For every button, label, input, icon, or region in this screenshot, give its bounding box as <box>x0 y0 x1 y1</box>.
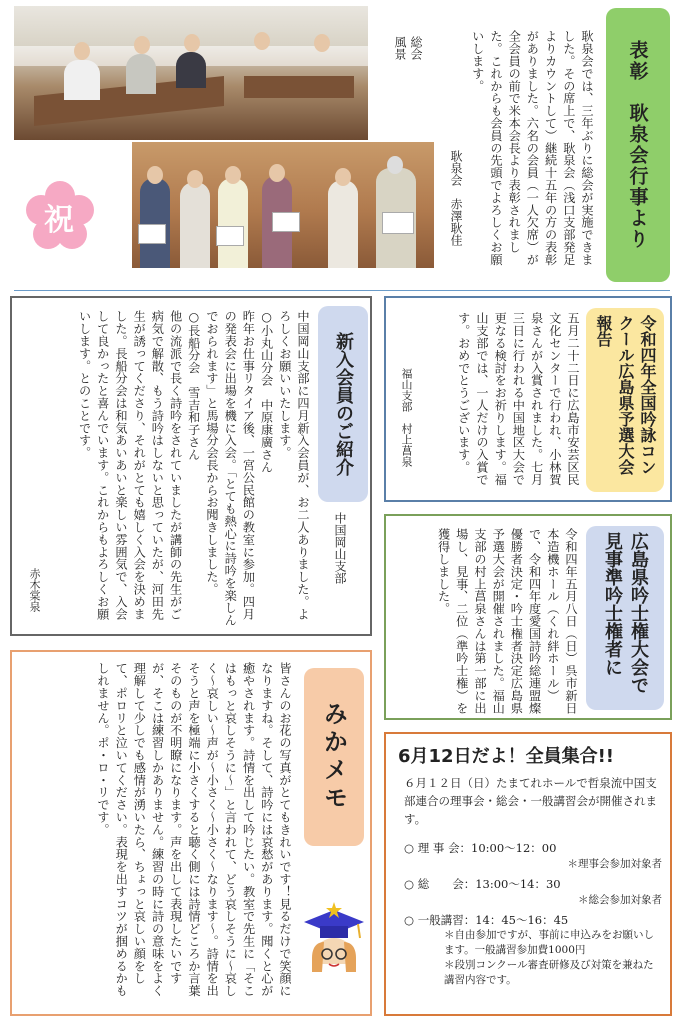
new-members-intro: 中国岡山支部に四月新入会員が、お二人ありました。よろしくお願いいたします。 <box>277 310 310 620</box>
photo-caption-text: 総会 風景 <box>393 36 423 60</box>
award-signature-text: 耿泉会 赤澤耿佳 <box>449 150 463 246</box>
award-heading: 表彰 耿泉会行事より <box>626 40 649 250</box>
award-article-text: 耿泉会では、三年ぶりに総会が実施できました。その席上で、耿泉会（浅口支部発足よりカウントして）継続十五年の方の表彰がありました。六名の会員（一人欠席）が全会員の前で米本会長より表彰されました。これからも会員の先頭でよろしくお願いします。 <box>470 30 594 266</box>
new-members-sub-text: 中国岡山支部 <box>333 512 347 584</box>
notice-intro: ６月１２日（日）たまてれホールで哲泉流中国支部連合の理事会・総会・一般講習会が開催されます。 <box>404 776 657 826</box>
schedule-item <box>404 840 662 872</box>
mikamemo-frame <box>10 650 372 1016</box>
iwai-character: 祝 <box>44 203 74 238</box>
schedule-label: ○ 総 会：13:00〜14：30 <box>404 877 561 891</box>
schedule-note: ＊総会参加対象者 <box>578 894 662 906</box>
mikamemo-heading-badge <box>304 668 364 846</box>
contest1-heading-badge <box>586 308 664 492</box>
schedule-label: ○ 一般講習：14：45〜16：45 <box>404 913 569 927</box>
new-members-heading-badge <box>318 306 368 502</box>
mikamemo-text: 皆さんのお花の写真がとてもきれいです！見るだけで笑顔になりますね。そして、詩吟には哀愁があります。聞くと心が癒やされます。詩情を出して吟じたい。教室で先生に「そこはもっと哀しそうに〜」と言われて、どう哀しそうに〜哀しく〜哀しい〜声が〜小さく〜小さく〜なります〜。詩情を出そうと声を極端に小さくすると聴く側には詩情どころか言葉そのものが不明瞭になります。声を出して表現したいですが、そこは練習しかありません。練習の時に詩の意味をよく理解して少しでも感情が湧いたら、ちょっと哀しい顔をして、ポロリと泣いてください。表現を出すコツが掴めるかもしれません。ポ・ロ・リです。 <box>95 662 292 997</box>
photo-caption <box>392 36 424 96</box>
member-2-name: ○長船分会 雪吉和子さん <box>186 310 201 461</box>
notice-note: ＊段別コンクール審査研修及び対策を兼ねた講習内容です。 <box>444 959 654 986</box>
general-meeting-photo <box>14 6 368 140</box>
contest1-heading: 令和四年全国吟詠コンクール広島県予選大会報告 <box>594 315 657 475</box>
new-members-frame <box>10 296 372 636</box>
mikamemo-heading: みかメモ <box>319 701 348 813</box>
notice-schedule <box>404 840 662 988</box>
award-article-body <box>462 30 596 270</box>
new-members-body <box>26 310 312 628</box>
award-photo <box>132 142 434 268</box>
new-members-signature-text: 赤木棠泉 <box>28 568 41 612</box>
schedule-item <box>404 876 662 908</box>
contest1-signature-text: 福山支部 村上菖泉 <box>400 368 413 467</box>
contest1-text: 五月二十二日に広島市安芸区民文化センターで行われ、小林賀泉さんが入賞されました。七月三日に行われる中国地区大会で更なる検討をお祈りします。福山支部では、一人だけの入賞です。おめでとうございます。 <box>456 312 580 486</box>
schedule-label: ○ 理 事 会：10:00〜12：00 <box>404 841 557 855</box>
new-members-sub <box>332 512 349 622</box>
contest2-frame <box>384 514 672 720</box>
member-2-desc: 他の流派で長く詩吟をされていましたが講師の先生がご病気で解散、もう詩吟はしないと思っていたが、河田先生が誘ってくださり、それがとても嬉しく入会を決めました。長船分会は和気あいあいと楽しい雰囲気で、入会して良かったと喜んでいます。これからもよろしくお願いします。とのことです。 <box>77 310 183 620</box>
award-signature <box>448 150 465 270</box>
contest1-signature <box>398 368 414 492</box>
new-members-heading: 新入会員のご紹介 <box>333 332 354 476</box>
contest2-heading: 広島県吟士権大会で見事準吟士権者に <box>602 532 649 694</box>
contest2-text: 令和四年五月八日（日）呉市新日本造機ホール（くれ絆ホール）で、令和四年度愛国詩吟総連盟燦優勝者決定・吟士権者決定広島県予選大会が開催されました。福山支部の村上菖泉さんは第一部に出場し、見事、二位（準吟士権）を獲得しました。 <box>436 528 578 714</box>
award-heading-badge <box>606 8 670 282</box>
member-1-desc: 昨年お仕事リタイア後、一宮公民館の教室に参加。四月の発表会に出場を機に入会。「とても熱心に詩吟を楽しんでおられます」と馬場分会長からお聞きしました。 <box>204 310 256 627</box>
contest1-frame <box>384 296 672 502</box>
contest1-body <box>422 312 582 496</box>
top-divider <box>14 290 670 291</box>
contest2-heading-badge <box>586 526 664 710</box>
notice-heading: 6月12日だよ！全員集合!! <box>398 746 614 767</box>
graduate-character-icon <box>298 898 370 978</box>
member-1-name: ○小丸山分会 中原康廣さん <box>259 310 274 473</box>
notice-note: ＊自由参加ですが、事前に申込みをお願いします。一般講習参加費1000円 <box>444 929 654 956</box>
contest2-body <box>412 528 580 714</box>
mikamemo-body <box>26 662 294 1006</box>
new-members-signature <box>26 568 42 624</box>
notice-frame <box>384 732 672 1016</box>
schedule-note: ＊理事会参加対象者 <box>567 858 662 870</box>
schedule-item <box>404 912 662 928</box>
cherry-blossom-icon <box>24 180 96 252</box>
